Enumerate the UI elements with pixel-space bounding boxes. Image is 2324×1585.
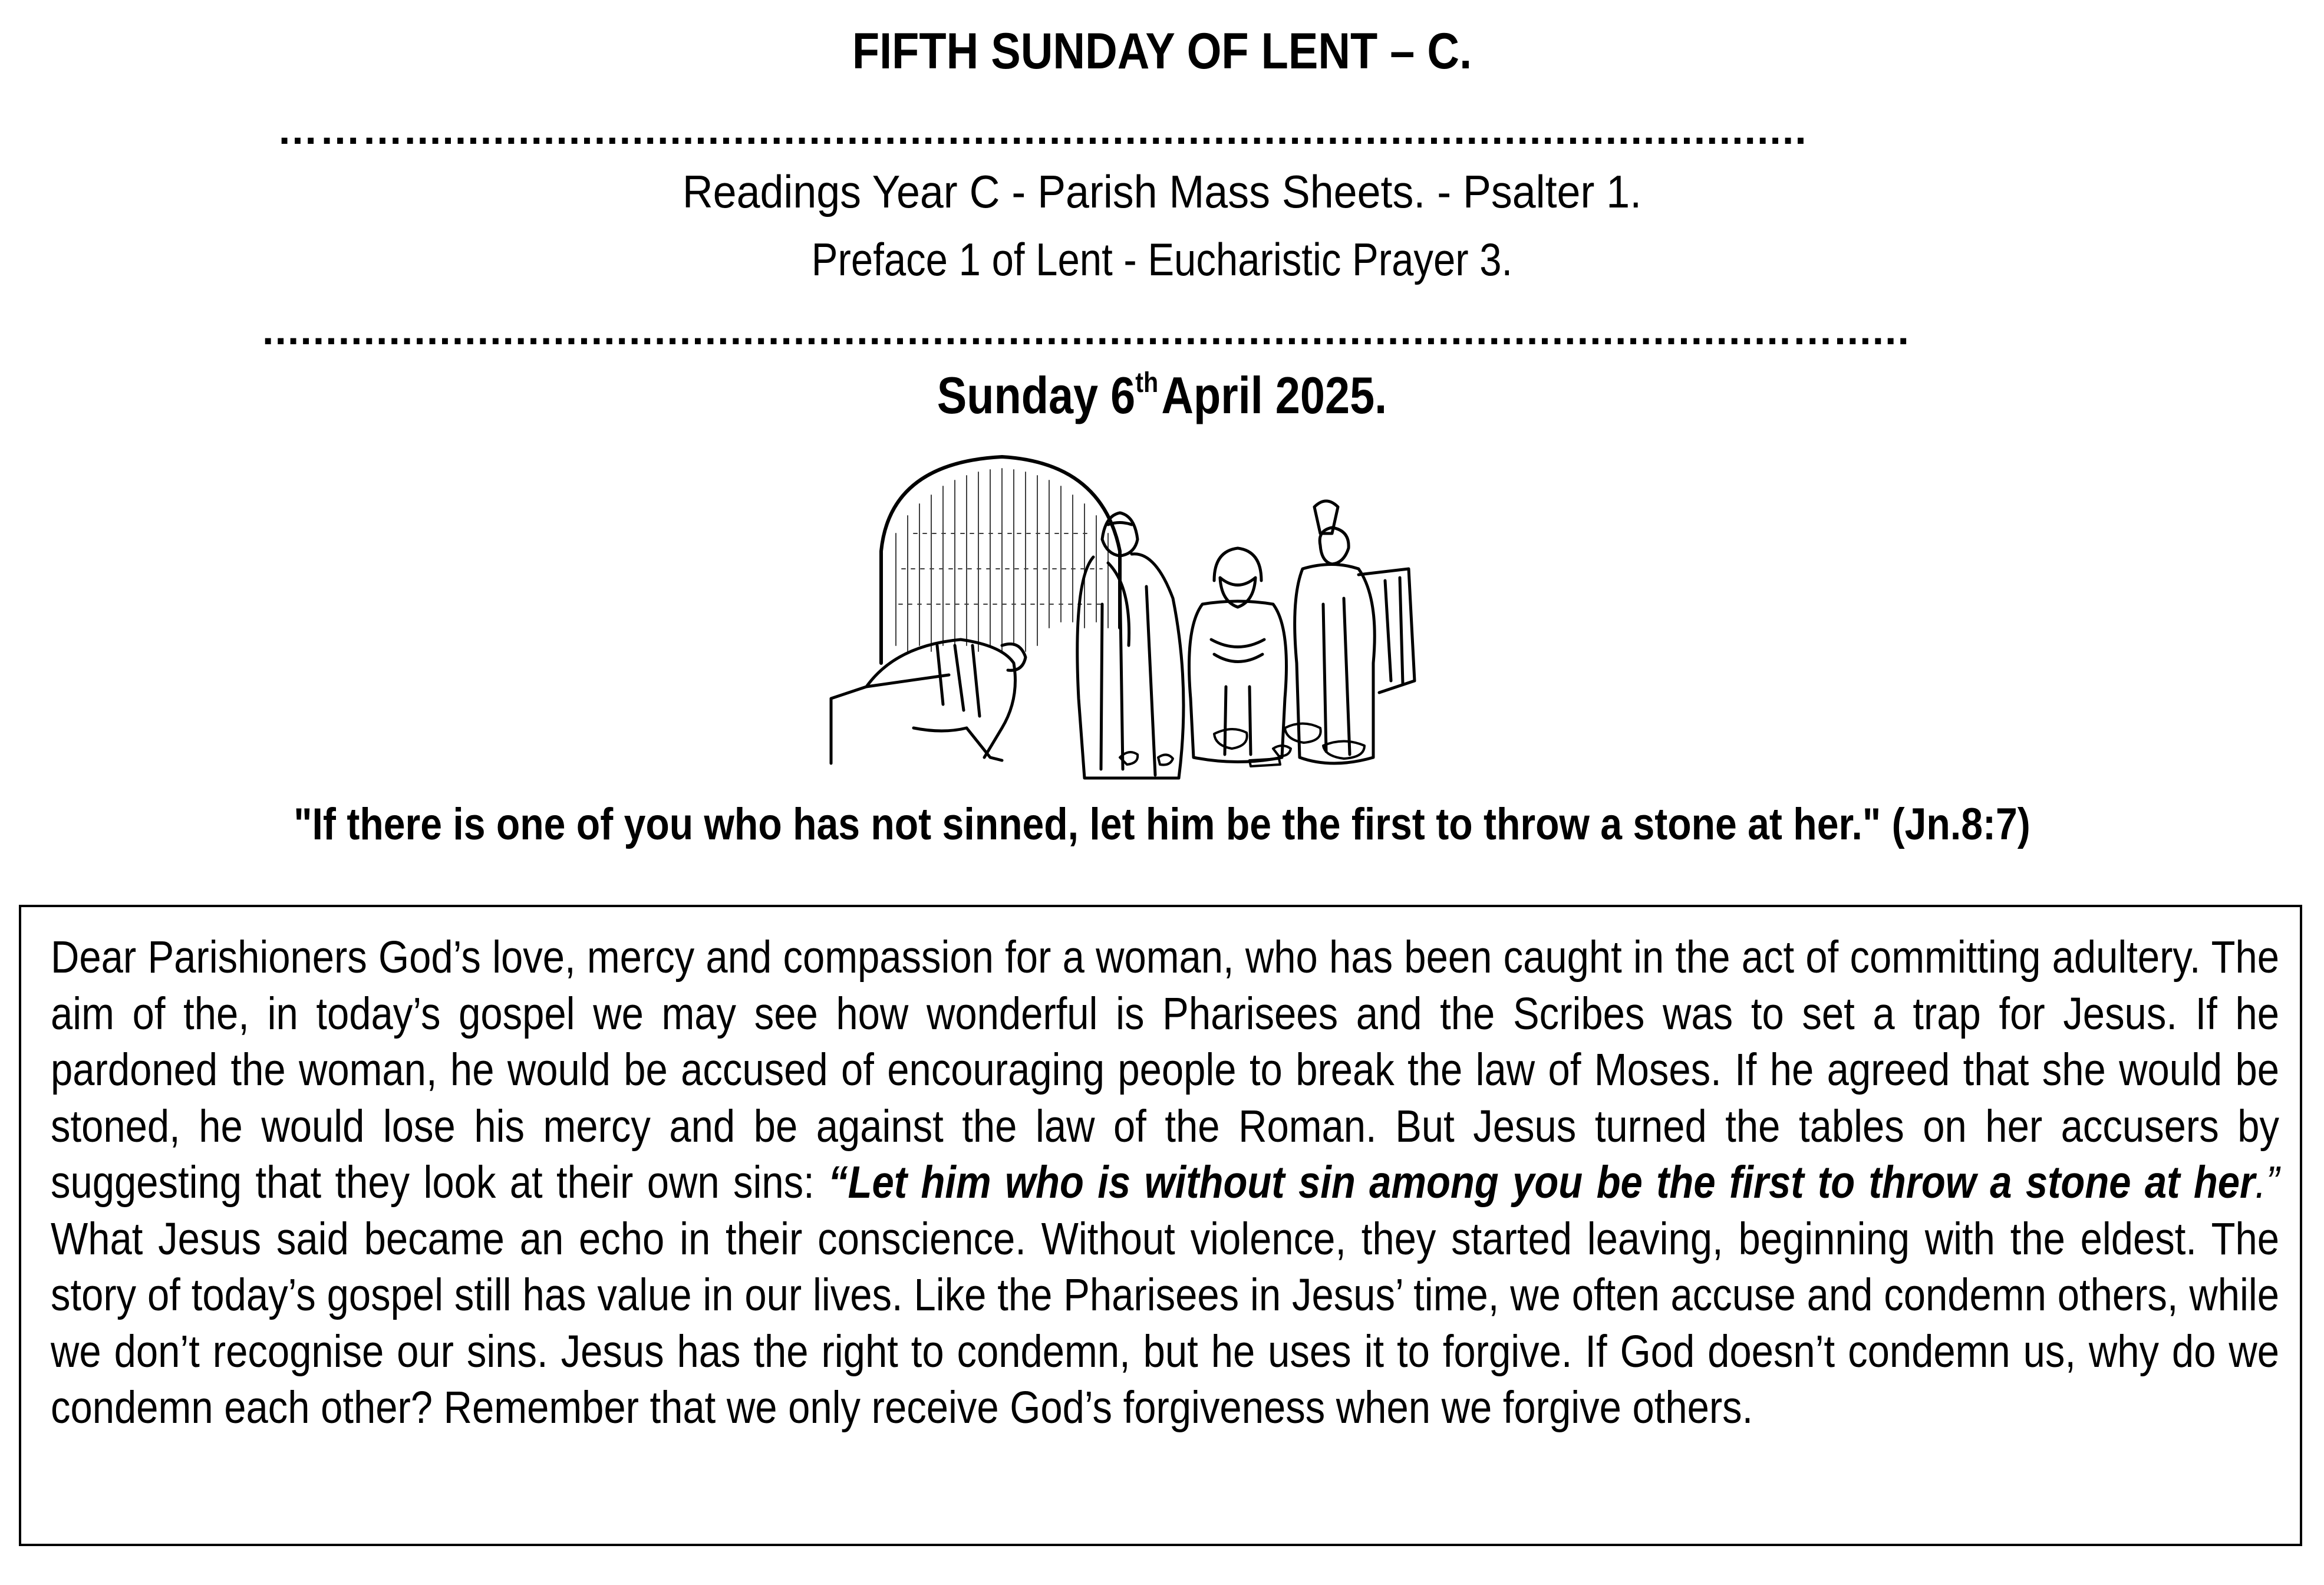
stones-on-ground [1120, 724, 1364, 767]
date-ordinal-suffix: th [1135, 367, 1159, 398]
reflection-text [51, 930, 2279, 1436]
reflection-emphasis-close: .” [2255, 1157, 2280, 1208]
scripture-quote: "If there is one of you who has not sinned, let him be the first to throw a stone at her." (Jn.8:7) [294, 799, 2030, 849]
reflection-box [19, 905, 2302, 1546]
jesus-figure [831, 640, 1026, 763]
dotted-divider-bottom: .........................................................................................................................…...... [262, 309, 1910, 351]
dotted-divider-top: ………............................................................................................................... [277, 109, 1808, 150]
date-rest: April 2025. [1161, 366, 1387, 424]
woman-figure [1077, 513, 1184, 778]
sunday-date [163, 365, 2161, 426]
reflection-part-2: What Jesus said became an echo in their conscience. Without violence, they started leaving, beginning with the eldest. The story of today’s gospel still has value in our lives. Like the Pharisees in Jesus’ time, we often accuse and condemn others, while we don’t recognise our sins. Jesus has the right to condemn, but he uses it to forgive. If God doesn’t condemn us, why do we condemn each other? Remember that we only receive God’s forgiveness when we forgive others. [51, 1213, 2280, 1433]
reflection-part-1: Dear Parishioners God’s love, mercy and compassion for a woman, who has been caught in the act of committing adultery. The aim of the, in today’s gospel we may see how wonderful is Pharisees and the Scribes was to set a trap for Jesus. If he pardoned the woman, he would be accused of encouraging people to break the law of Moses. If he agreed that she would be stoned, he would lose his mercy and be against the law of the Roman. But Jesus turned the tables on her accusers by suggesting that they look at their own sins: [51, 932, 2280, 1208]
page-title: FIFTH SUNDAY OF LENT – C. [852, 23, 1472, 80]
date-prefix: Sunday 6 [937, 366, 1136, 424]
preface-line: Preface 1 of Lent - Eucharistic Prayer 3. [811, 233, 1513, 285]
reflection-emphasis: “Let him who is without sin among you be the first to throw a stone at her [828, 1157, 2256, 1208]
archway-background [881, 457, 1120, 663]
readings-line: Readings Year C - Parish Mass Sheets. - Psalter 1. [682, 166, 1642, 218]
jesus-and-adulteress-illustration [825, 451, 1503, 781]
